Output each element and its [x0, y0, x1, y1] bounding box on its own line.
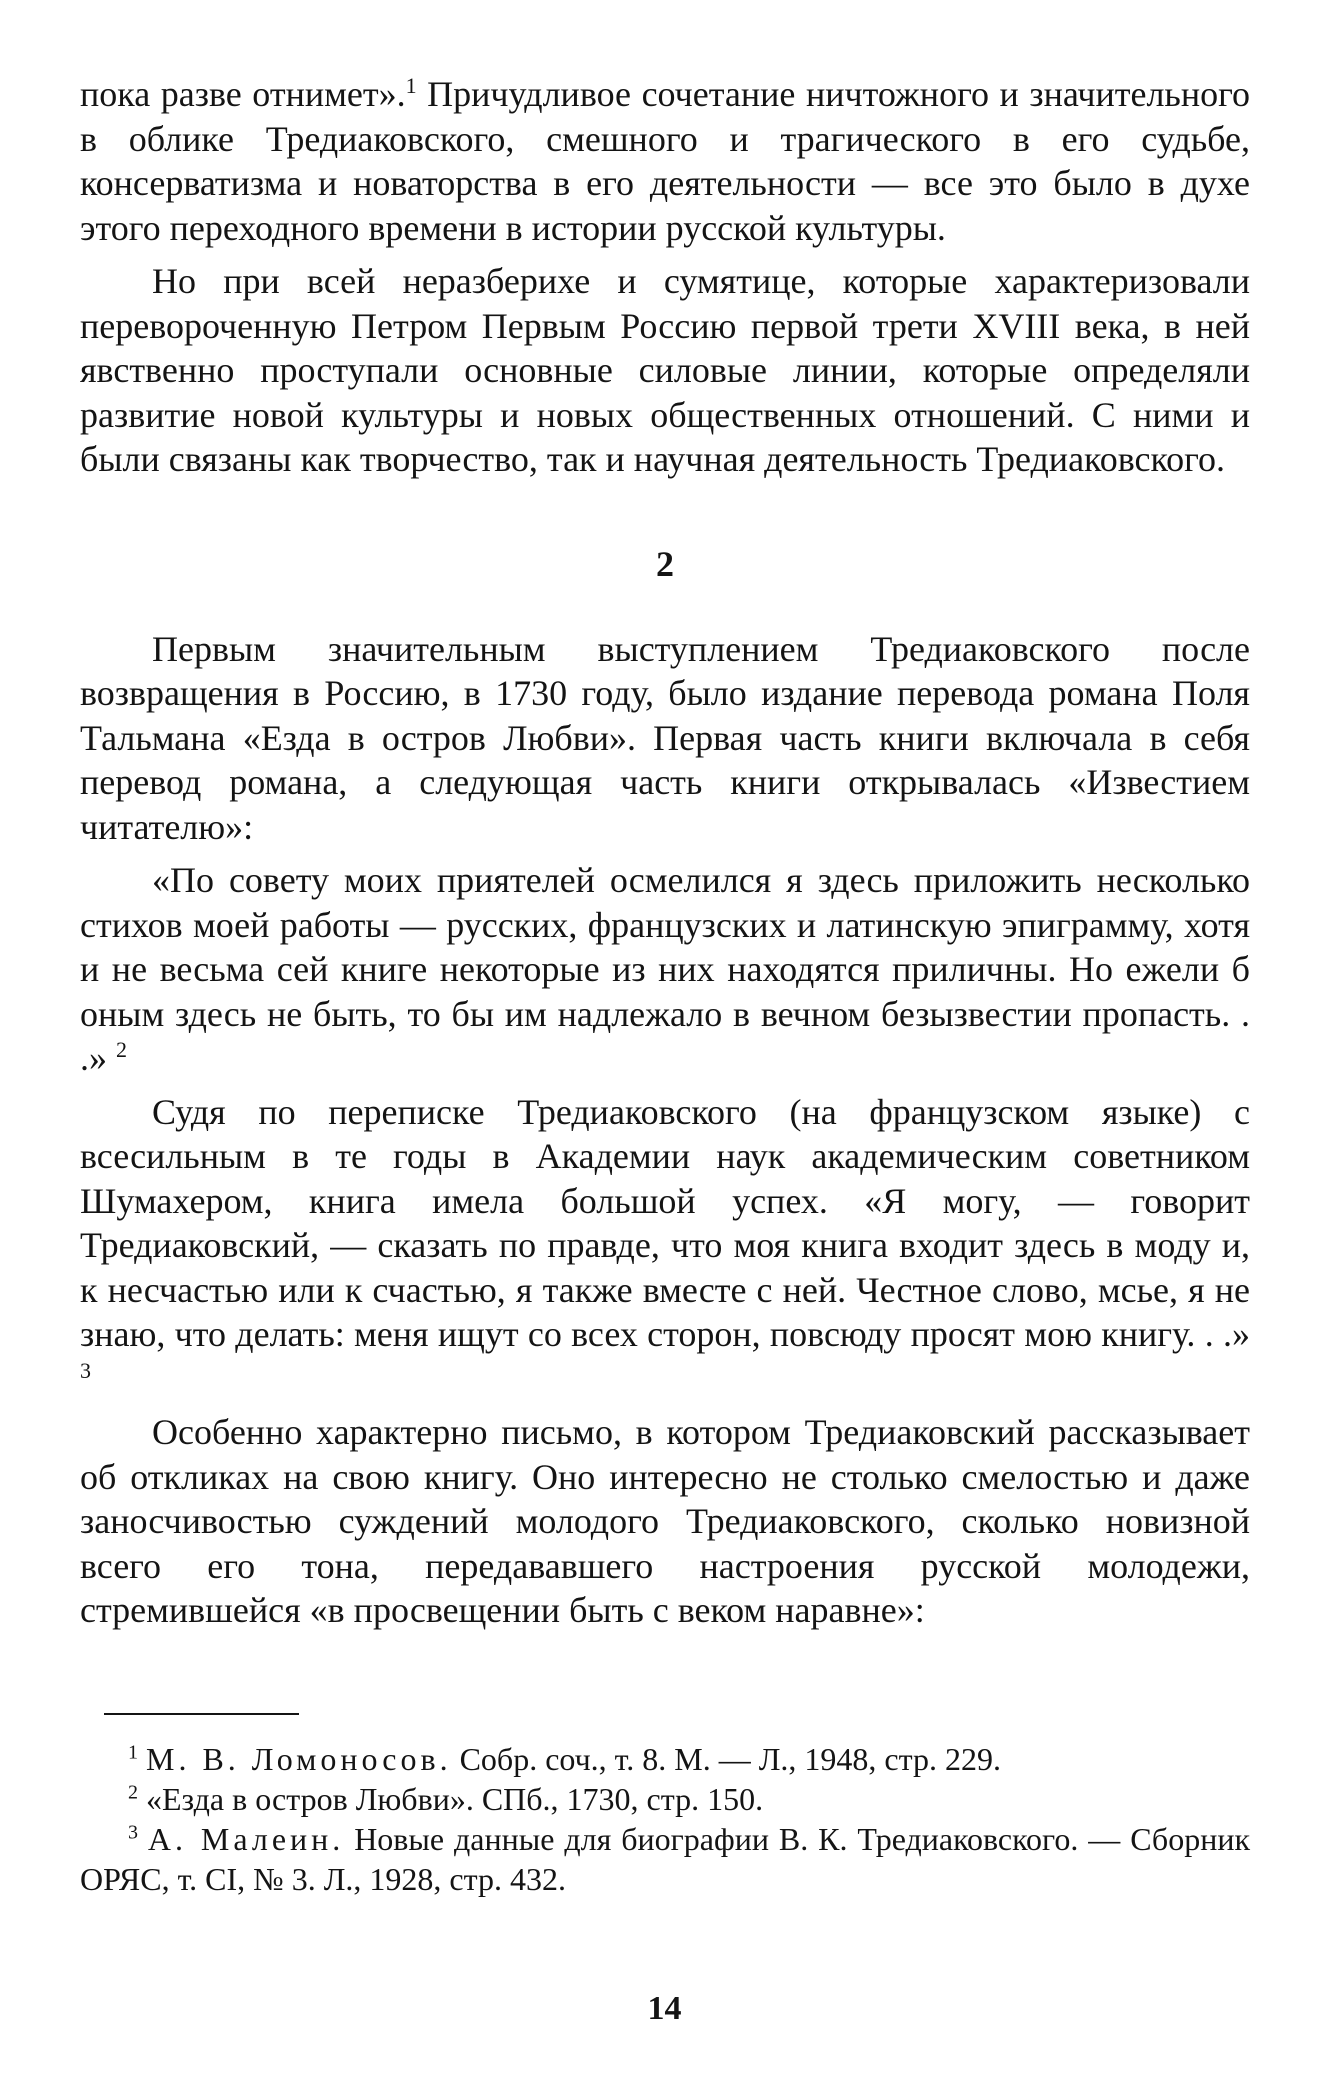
paragraph-text: «По совету моих приятелей осмелился я здесь приложить несколько стихов моей работы — русских, французских и латинскую эпиграмму, хотя и не весьма сей книге некоторые из них находятся приличны. Но ежели б оным здесь не быть, то бы им надлежало в вечном безызвестии пропасть. . .» [80, 860, 1250, 1078]
page-body [80, 72, 1250, 1899]
footnote-author: А. Малеин. [147, 1820, 345, 1857]
footnote-number: 2 [128, 1780, 138, 1803]
paragraph: Первым значительным выступлением Тредиаковского после возвращения в Россию, в 1730 году, было издание перевода романа Поля Тальмана «Езда в остров Любви». Первая часть книги включала в себя перевод романа, а следующая часть книги открывалась «Известием читателю»: [80, 628, 1250, 847]
paragraph [80, 72, 1250, 250]
footnote-text: Собр. соч., т. 8. М. — Л., 1948, стр. 229. [451, 1740, 1001, 1777]
footnote-divider [104, 1713, 299, 1715]
footnote-number: 3 [128, 1820, 138, 1843]
footnote [80, 1819, 1250, 1899]
page-number: 14 [647, 1990, 682, 2027]
footnote-author: М. В. Ломоносов. [146, 1740, 452, 1777]
paragraph: Но при всей неразберихе и сумятице, которые характеризовали перевороченную Петром Первым Россию первой трети XVIII века, в ней явственно проступали основные силовые линии, которые определяли развитие новой культуры и новых общественных отношений. С ними и были связаны как творчество, так и научная деятельность Тредиаковского. [80, 261, 1250, 479]
footnote [80, 1739, 1250, 1779]
paragraph [80, 1090, 1250, 1402]
footnote [80, 1779, 1250, 1819]
footnote-text: «Езда в остров Любви». СПб., 1730, стр. 150. [146, 1780, 764, 1817]
footnote-ref: 3 [80, 1357, 91, 1383]
footnote-ref: 2 [116, 1037, 127, 1062]
footnote-text: Новые данные для биографии В. К. Тредиаковского. — Сборник ОРЯС, т. CI, № 3. Л., 1928, стр. 432. [80, 1820, 1250, 1897]
paragraph: Особенно характерно письмо, в котором Тредиаковский рассказывает об откликах на свою книгу. Оно интересно не столько смелостью и даже заносчивостью суждений молодого Тредиаковского, сколько новизной всего его тона, передававшего настроения русской молодежи, стремившейся «в просвещении быть с веком наравне»: [80, 1412, 1250, 1630]
footnote-number: 1 [128, 1740, 138, 1763]
section-number: 2 [656, 543, 674, 584]
paragraph-text: Судя по переписке Тредиаковского (на французском языке) с всесильным в те годы в Академии наук академическим советником Шумахером, книга имела большой успех. «Я могу, — говорит Тредиаковский, — сказать по правде, что моя книга входит здесь в моду и, к несчастью или к счастью, я также вместе с ней. Честное слово, мсье, я не знаю, что делать: меня ищут со всех сторон, повсюду просят мою книгу. . .» [80, 1091, 1250, 1354]
paragraph-text: пока разве отнимет». [80, 74, 406, 114]
footnote-ref: 1 [405, 73, 417, 98]
quote-paragraph [80, 858, 1250, 1081]
paragraph-text: Причудливое сочетание ничтожного и значительного в облике Тредиаковского, смешного и трагического в его судьбе, консерватизма и новаторства в его деятельности — все это было в духе этого переходного времени в истории русской культуры. [80, 74, 1250, 248]
